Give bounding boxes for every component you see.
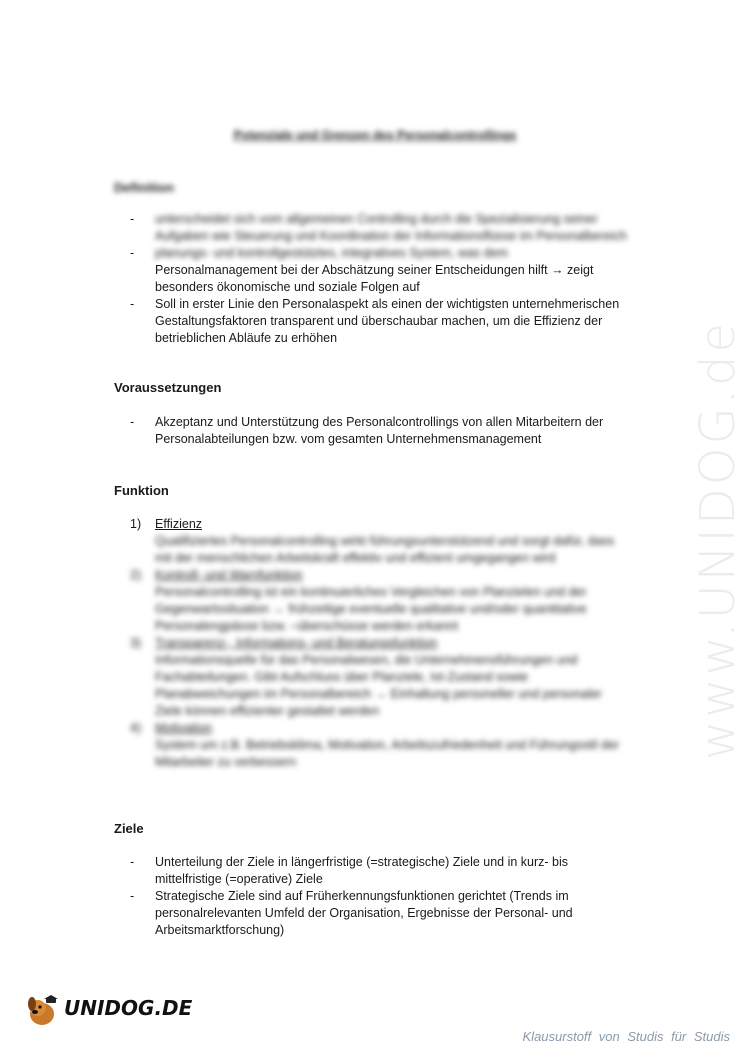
dash-bullet: - <box>130 297 135 311</box>
item-number: 1) <box>130 517 142 531</box>
unidog-logo <box>22 990 193 1030</box>
item-number: 2) <box>130 568 142 582</box>
numbered-item <box>130 567 630 635</box>
document-title: Potenziale und Grenzen des Personalcontrollings <box>233 128 517 142</box>
dash-bullet: - <box>130 855 135 869</box>
list-item-text-blurred: planungs- und kontrollgestütztes, integratives System, was dem <box>155 246 508 260</box>
dog-icon <box>22 990 62 1030</box>
list-item <box>130 414 650 448</box>
item-title: Kontroll- und Warnfunktion <box>155 568 303 582</box>
dash-bullet: - <box>130 246 135 260</box>
list-item <box>130 211 650 245</box>
item-body: System um z.B. Betriebsklima, Motivation, Arbeitszufriedenheit und Führungsstil der Mitarbeiter zu verbessern <box>155 738 620 769</box>
heading-ziele: Ziele <box>114 821 144 836</box>
item-body: Informationsquelle für das Personalwesen, die Unternehmensführungen und Fachabteilungen. Gibt Aufschluss über Planziele, Ist-Zustand sowie Planabweichungen im Personalbereich → Einhaltung personeller und personaler Ziele können effizienter gestaltet werden <box>155 653 602 718</box>
list-item-text: Soll in erster Linie den Personalaspekt als einen der wichtigsten unternehmerischen Gestaltungsfaktoren transparent und überschaubar machen, um die Effizienz der betrieblichen Abläufe zu erhöhen <box>155 297 620 345</box>
item-body: Qualifiziertes Personalcontrolling wirkt führungsunterstützend und sorgt dafür, dass mit der menschlichen Arbeitskraft effektiv und effizient umgegangen wird <box>155 534 615 565</box>
dash-bullet: - <box>130 415 135 429</box>
dash-bullet: - <box>130 889 135 903</box>
list-item-text: unterscheidet sich vom allgemeinen Controlling durch die Spezialisierung seiner Aufgaben wie Steuerung und Koordination der Informationsflüsse im Personalbereich <box>155 212 627 243</box>
logo-text: UNIDOG.DE <box>64 996 193 1020</box>
funktion-list <box>130 516 630 771</box>
footer-tagline: Klausurstoff von Studis für Studis <box>522 1029 730 1044</box>
item-title: Motivation <box>155 721 212 735</box>
list-item <box>130 854 600 888</box>
definition-list <box>130 211 650 347</box>
item-title: Transparenz-, Informations- und Beratungsfunktion <box>155 636 438 650</box>
numbered-item <box>130 516 630 567</box>
voraussetzungen-list <box>130 414 650 448</box>
list-item-text: Strategische Ziele sind auf Früherkennungsfunktionen gerichtet (Trends im personalrelevanten Umfeld der Organisation, Ergebnisse der Personal- und Arbeitsmarktforschung) <box>155 889 573 937</box>
ziele-list <box>130 854 600 939</box>
numbered-item <box>130 720 630 771</box>
heading-definition: Definition <box>114 180 174 195</box>
heading-funktion: Funktion <box>114 483 169 498</box>
item-title: Effizienz <box>155 517 203 531</box>
item-number: 4) <box>130 721 142 735</box>
list-item-text: Personalmanagement bei der Abschätzung seiner Entscheidungen hilft → zeigt besonders ökonomische und soziale Folgen auf <box>155 263 594 294</box>
list-item-text: Akzeptanz und Unterstützung des Personalcontrollings von allen Mitarbeitern der Personalabteilungen bzw. vom gesamten Unternehmensmanagement <box>155 415 604 446</box>
list-item <box>130 888 600 939</box>
list-item <box>130 296 650 347</box>
item-body: Personalcontrolling ist ein kontinuierliches Vergleichen von Planzielen und der Gegenwartssituation → frühzeitige eventuelle qualitative und/oder quantitative Personalengpässe bzw. –überschüsse werden erkannt <box>155 585 587 633</box>
list-item <box>130 245 650 296</box>
heading-voraussetzungen: Voraussetzungen <box>114 380 222 395</box>
watermark: www.UNIDOG.de <box>690 319 746 760</box>
list-item-text: Unterteilung der Ziele in längerfristige (=strategische) Ziele und in kurz- bis mittelfristige (=operative) Ziele <box>155 855 569 886</box>
item-number: 3) <box>130 636 142 650</box>
dash-bullet: - <box>130 212 135 226</box>
numbered-item <box>130 635 630 720</box>
